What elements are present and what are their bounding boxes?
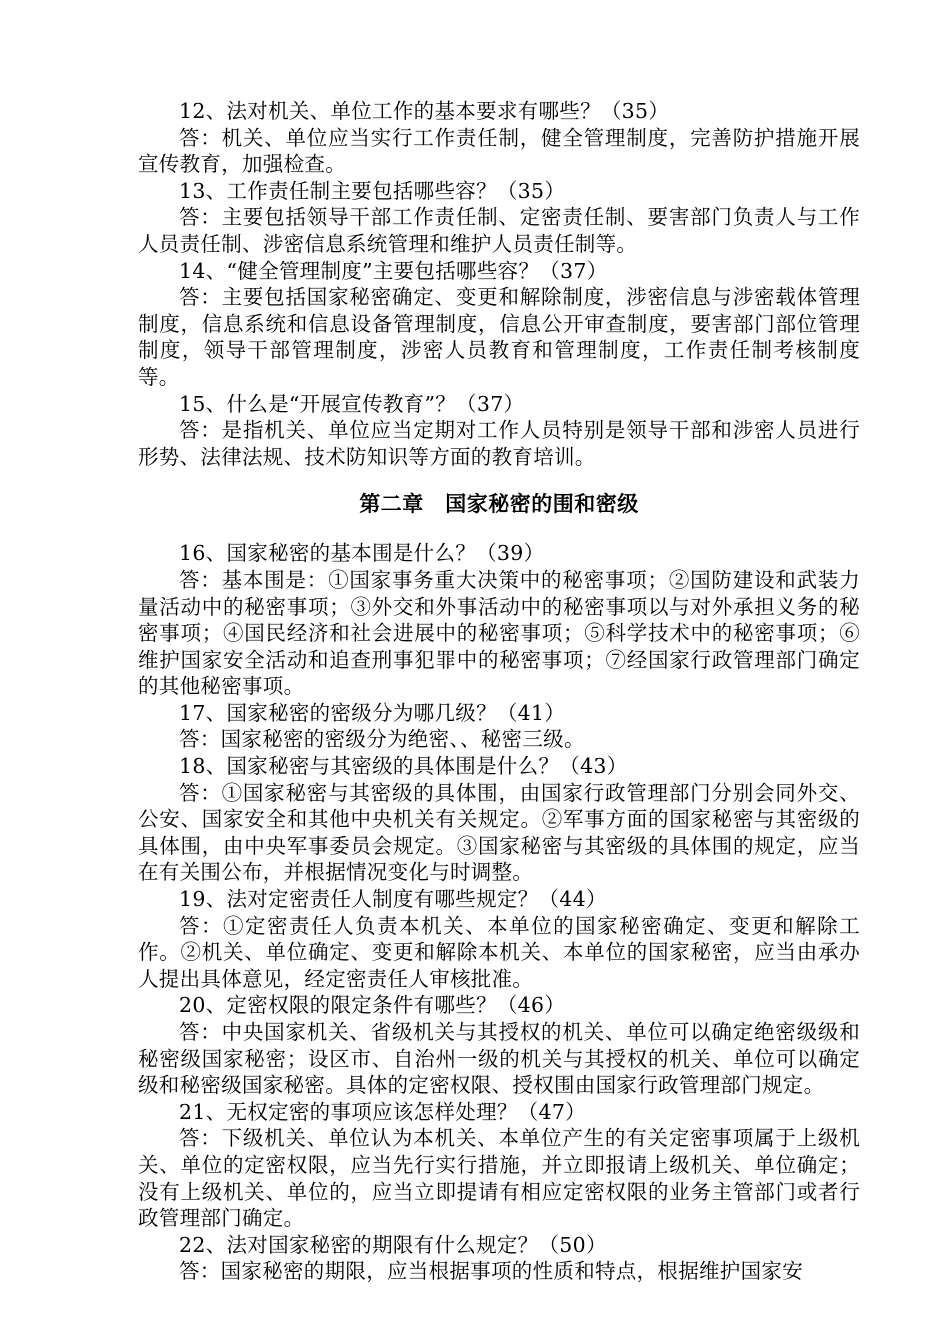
document-page [138, 98, 860, 1285]
answer-paragraph: 答：①国家秘密与其密级的具体围，由国家行政管理部门分别会同外交、公安、国家安全和其他中央机关有关规定。②军事方面的国家秘密与其密级的具体围，由中央军事委员会规定。③国家秘密与其密级的具体围的规定，应当在有关围公布，并根据情况变化与时调整。 [138, 780, 860, 885]
answer-paragraph: 答：机关、单位应当实行工作责任制，健全管理制度，完善防护措施开展宣传教育，加强检查。 [138, 125, 860, 177]
question-paragraph: 16、国家秘密的基本围是什么？（39） [179, 541, 545, 566]
question-paragraph: 21、无权定密的事项应该怎样处理？（47） [179, 1099, 586, 1124]
answer-paragraph: 答：国家秘密的密级分为绝密、、秘密三级。 [179, 727, 585, 752]
question-paragraph: 13、工作责任制主要包括哪些容？（35） [179, 178, 566, 203]
answer-paragraph: 答：是指机关、单位应当定期对工作人员特别是领导干部和涉密人员进行形势、法律法规、技术防知识等方面的教育培训。 [138, 418, 860, 469]
qa-section-chapter-two [138, 540, 860, 1285]
answer-paragraph: 答：中央国家机关、省级机关与其授权的机关、单位可以确定绝密级级和秘密级国家秘密；设区市、自治州一级的机关与其授权的机关、单位可以确定级和秘密级国家秘密。具体的定密权限、授权围由国家行政管理部门规定。 [138, 1020, 860, 1098]
answer-paragraph: 答：基本围是：①国家事务重大决策中的秘密事项；②国防建设和武装力量活动中的秘密事项；③外交和外事活动中的秘密事项以与对外承担义务的秘密事项；④国民经济和社会进展中的秘密事项；⑤科学技术中的秘密事项；⑥维护国家安全活动和追查刑事犯罪中的秘密事项；⑦经国家行政管理部门确定的其他秘密事项。 [138, 567, 860, 699]
question-paragraph: 15、什么是“开展宣传教育”？（37） [179, 391, 525, 416]
answer-paragraph: 答：国家秘密的期限，应当根据事项的性质和特点，根据维护国家安 [179, 1259, 803, 1284]
chapter-heading: 第二章 国家秘密的围和密级 [359, 492, 639, 517]
question-paragraph: 18、国家秘密与其密级的具体围是什么？（43） [179, 754, 628, 779]
answer-paragraph: 答：下级机关、单位认为本机关、本单位产生的有关定密事项属于上级机关、单位的定密权限，应当先行实行措施，并立即报请上级机关、单位确定；没有上级机关、单位的，应当立即提请有相应定密权限的业务主管部门或者行政管理部门确定。 [138, 1126, 860, 1231]
question-paragraph: 14、“健全管理制度”主要包括哪些容？（37） [179, 258, 608, 283]
answer-paragraph: 答：①定密责任人负责本机关、本单位的国家秘密确定、变更和解除工作。②机关、单位确定、变更和解除本机关、本单位的国家秘密，应当由承办人提出具体意见，经定密责任人审核批准。 [138, 913, 860, 991]
question-paragraph: 12、法对机关、单位工作的基本要求有哪些？（35） [179, 99, 670, 123]
question-paragraph: 20、定密权限的限定条件有哪些？（46） [179, 993, 566, 1018]
question-paragraph: 22、法对国家秘密的期限有什么规定？（50） [179, 1232, 607, 1257]
question-paragraph: 19、法对定密责任人制度有哪些规定？（44） [179, 887, 607, 912]
question-paragraph: 17、国家秘密的密级分为哪几级？（41） [179, 700, 566, 725]
answer-paragraph: 答：主要包括领导干部工作责任制、定密责任制、要害部门负责人与工作人员责任制、涉密信息系统管理和维护人员责任制等。 [138, 205, 860, 256]
qa-section-chapter-one [138, 98, 860, 470]
answer-paragraph: 答：主要包括国家秘密确定、变更和解除制度，涉密信息与涉密载体管理制度，信息系统和信息设备管理制度，信息公开审查制度，要害部门部位管理制度，领导干部管理制度，涉密人员教育和管理制度，工作责任制考核制度等。 [138, 285, 860, 389]
